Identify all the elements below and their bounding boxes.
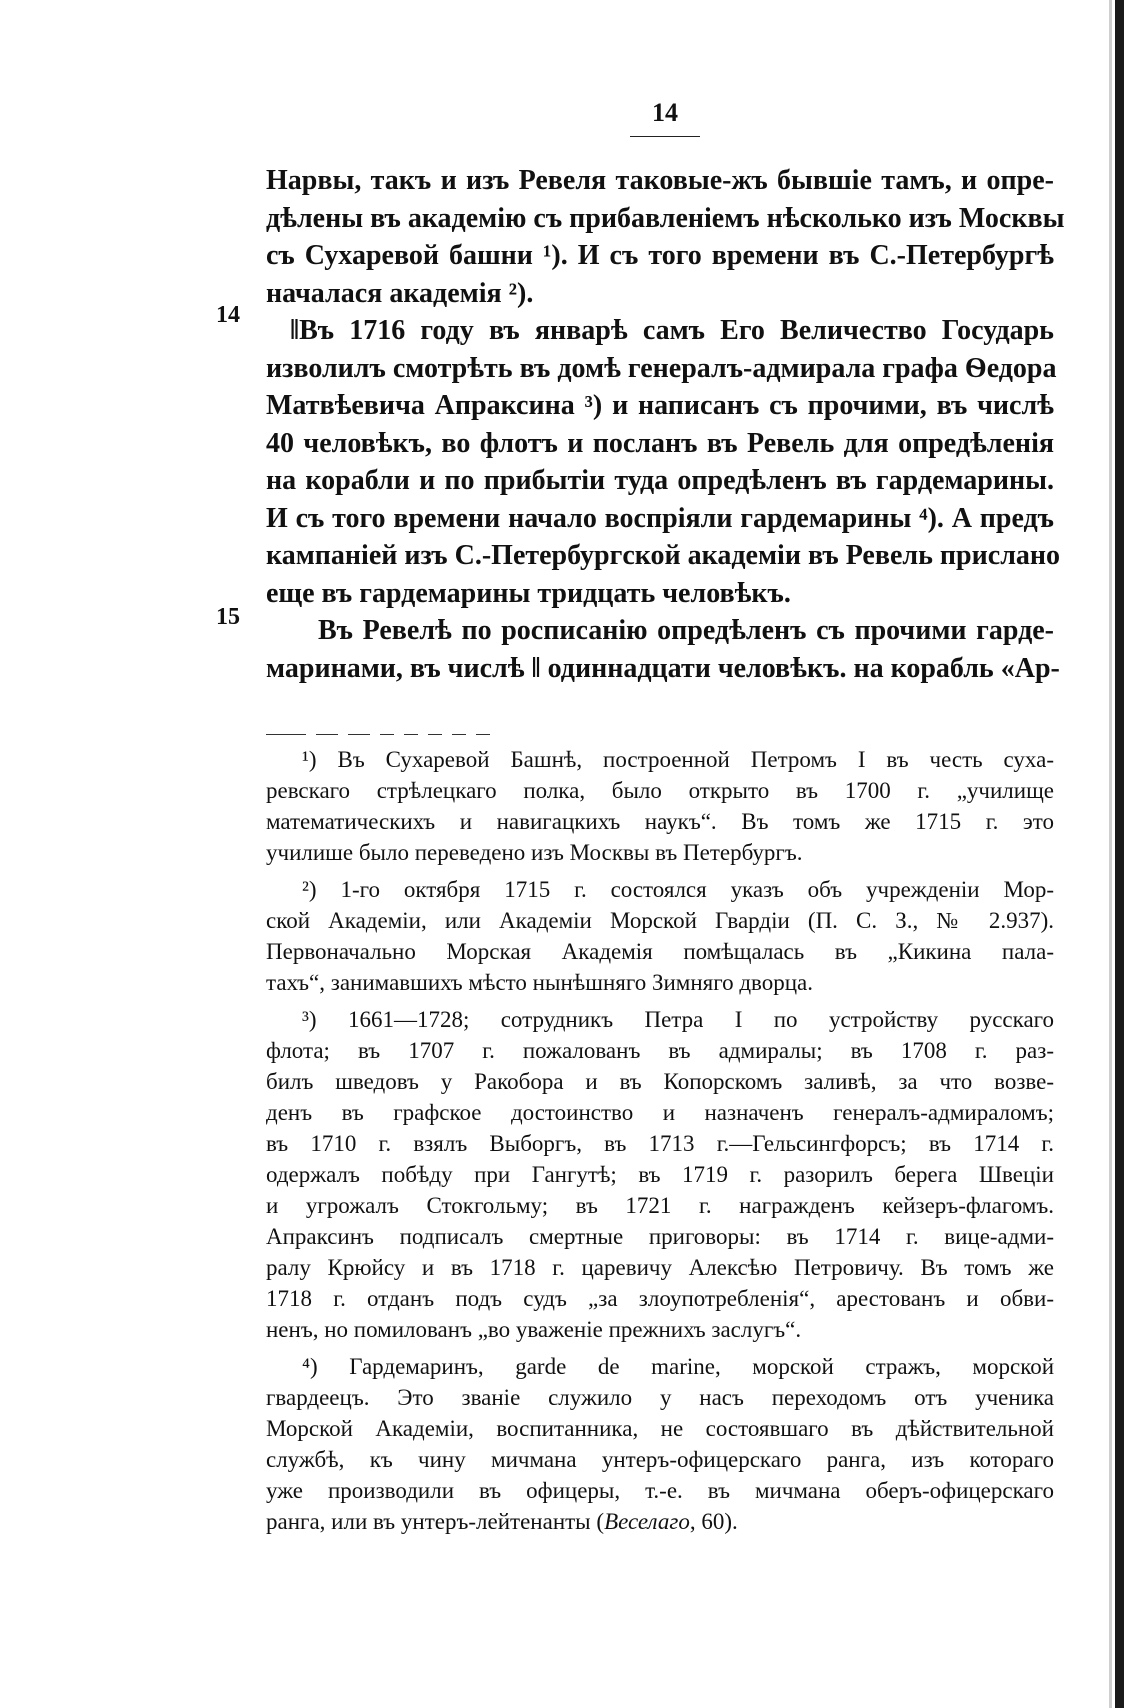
text-line: Матвѣевича Апраксина ³) и написанъ съ прочими, въ числѣ <box>266 390 1054 421</box>
footnote-line: Первоначально Морская Академія помѣщалась въ „Кикина пала- <box>266 939 1054 964</box>
footnote-2 <box>266 874 1054 998</box>
footnote-line: Апраксинъ подписалъ смертные приговоры: въ 1714 г. вице-адми- <box>266 1224 1054 1249</box>
footnote-mark: ¹) <box>302 747 317 772</box>
footnote-line: флота; въ 1707 г. пожалованъ въ адмиралы; въ 1708 г. раз- <box>266 1038 1054 1063</box>
text-line: Нарвы, такъ и изъ Ревеля таковые-жъ бывшіе тамъ, и опре- <box>266 165 1054 196</box>
footnote-line: одержалъ побѣду при Гангутѣ; въ 1719 г. разорилъ берега Швеціи <box>266 1162 1054 1187</box>
footnote-line: ской Академіи, или Академіи Морской Гвардіи (П. С. З., № 2.937). <box>266 908 1054 933</box>
footnote-line: гвардеецъ. Это званіе служило у насъ переходомъ отъ ученика <box>266 1385 1054 1410</box>
footnote-separator <box>266 724 528 730</box>
margin-note-14: 14 <box>216 302 240 328</box>
text-line: кампаніей изъ С.-Петербургской академіи въ Ревель прислано <box>266 540 1061 571</box>
footnote-line: тахъ“, занимавшихъ мѣсто нынѣшняго Зимняго дворца. <box>266 970 814 995</box>
margin-note-15: 15 <box>216 604 240 630</box>
footnote-line: ревскаго стрѣлецкаго полка, было открыто въ 1700 г. „училище <box>266 778 1054 803</box>
footnote-line: въ 1710 г. взялъ Выборгъ, въ 1713 г.—Гельсингфорсъ; въ 1714 г. <box>266 1131 1054 1156</box>
footnote-line: училише было переведено изъ Москвы въ Петербургъ. <box>266 840 803 865</box>
footnote-4 <box>266 1351 1054 1537</box>
text-line: 40 человѣкъ, во флотъ и посланъ въ Ревель для опредѣленія <box>266 427 1054 459</box>
text-line: началася академія ²). <box>266 277 534 309</box>
footnote-line: билъ шведовъ у Ракобора и въ Копорскомъ заливѣ, за что возве- <box>266 1069 1054 1094</box>
footnotes <box>266 744 1054 1543</box>
footnote-line: службѣ, къ чину мичмана унтеръ-офицерскаго ранга, изъ котораго <box>266 1447 1054 1472</box>
footnote-last-line <box>266 1506 1054 1537</box>
footnote-3 <box>266 1004 1054 1345</box>
page-number: 14 <box>652 98 678 127</box>
text-line: ‖Въ 1716 году въ январѣ самъ Его Величество Государь <box>290 315 1054 346</box>
footnote-mark: ⁴) <box>302 1354 318 1379</box>
footnote-line: Въ Сухаревой Башнѣ, построенной Петромъ I въ честь суха- <box>337 747 1054 772</box>
text-line: изволилъ смотрѣть въ домѣ генералъ-адмирала графа Ѳедора <box>266 352 1057 384</box>
text-line: еще въ гардемарины тридцать человѣкъ. <box>266 577 791 609</box>
footnote-line: денъ въ графское достоинство и назначенъ генералъ-адмираломъ; <box>266 1100 1054 1125</box>
citation-author: Веселаго <box>604 1509 690 1534</box>
footnote-line: математическихъ и навигацкихъ наукъ“. Въ томъ же 1715 г. это <box>266 809 1054 834</box>
footnote-line: ненъ, но помилованъ „во уваженіе прежнихъ заслугъ“. <box>266 1317 802 1342</box>
footnote-line: Гардемаринъ, garde de marine, морской стражъ, морской <box>349 1354 1055 1379</box>
text-line: маринами, въ числѣ ‖ одиннадцати человѣкъ. на корабль «Ар- <box>266 652 1060 684</box>
footnote-line: 1661—1728; сотрудникъ Петра I по устройству русскаго <box>347 1007 1055 1032</box>
footnote-mark: ³) <box>302 1007 317 1032</box>
text-line: И съ того времени начало воспріяли гардемарины ⁴). А предъ <box>266 502 1054 534</box>
footnote-text: , 60). <box>689 1509 738 1534</box>
text-line: на корабли и по прибытіи туда опредѣленъ въ гардемарины. <box>266 465 1054 496</box>
footnote-line: ралу Крюйсу и въ 1718 г. царевичу Алексѣю Петровичу. Въ томъ же <box>266 1255 1054 1280</box>
page-edge-bar <box>1115 0 1124 1708</box>
footnote-line: 1718 г. отданъ подъ судъ „за злоупотребленія“, арестованъ и обви- <box>266 1286 1054 1311</box>
page-edge-shadow <box>1109 0 1112 1708</box>
footnote-line: Морской Академіи, воспитанника, не состоявшаго въ дѣйствительной <box>266 1416 1054 1441</box>
text-line: дѣлены въ академію съ прибавленіемъ нѣсколько изъ Москвы <box>266 202 1065 234</box>
page-number-rule <box>630 136 700 137</box>
footnote-line: и угрожалъ Стокгольму; въ 1721 г. награжденъ кейзеръ-флагомъ. <box>266 1193 1054 1218</box>
footnote-1 <box>266 744 1054 868</box>
main-text <box>266 162 1065 687</box>
text-line: Въ Ревелѣ по росписанію опредѣленъ съ прочими гарде- <box>318 615 1054 646</box>
text-line: съ Сухаревой башни ¹). И съ того времени въ С.-Петербургѣ <box>266 240 1054 271</box>
footnote-text: ранга, или въ унтеръ-лейтенанты ( <box>266 1509 605 1534</box>
footnote-line: уже производили въ офицеры, т.-е. въ мичмана оберъ-офицерскаго <box>266 1478 1054 1503</box>
footnote-line: 1-го октября 1715 г. состоялся указъ объ учрежденіи Мор- <box>340 877 1055 902</box>
footnote-mark: ²) <box>302 877 317 902</box>
